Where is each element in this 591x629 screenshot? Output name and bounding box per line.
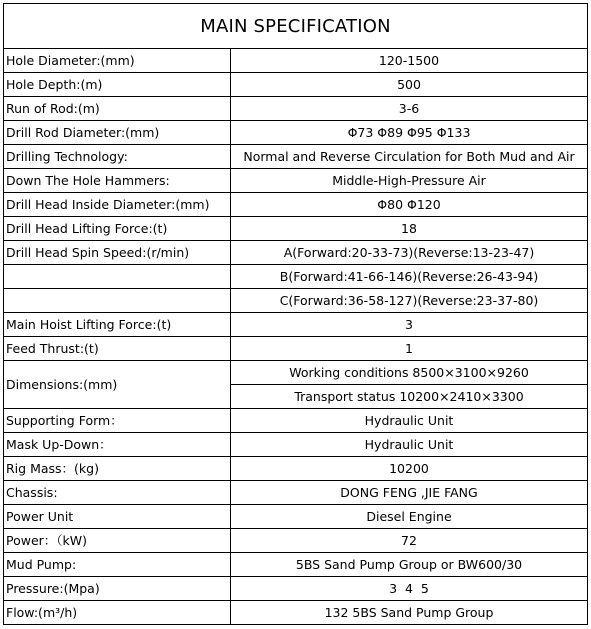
spec-label: Mask Up-Down： bbox=[4, 433, 231, 457]
spec-label: Main Hoist Lifting Force:(t) bbox=[4, 313, 231, 337]
spec-value: 18 bbox=[231, 217, 588, 241]
spec-label bbox=[4, 289, 231, 313]
table-row bbox=[4, 289, 588, 313]
spec-label: Hole Depth:(m) bbox=[4, 73, 231, 97]
table-row bbox=[4, 601, 588, 625]
table-row bbox=[4, 193, 588, 217]
table-row bbox=[4, 337, 588, 361]
spec-label: Power Unit bbox=[4, 505, 231, 529]
spec-value: Diesel Engine bbox=[231, 505, 588, 529]
spec-value: 5BS Sand Pump Group or BW600/30 bbox=[231, 553, 588, 577]
spec-value: C(Forward:36-58-127)(Reverse:23-37-80) bbox=[231, 289, 588, 313]
spec-label bbox=[4, 265, 231, 289]
spec-value: Normal and Reverse Circulation for Both Mud and Air bbox=[231, 145, 588, 169]
spec-value: 120-1500 bbox=[231, 49, 588, 73]
dimensions-row bbox=[4, 361, 588, 385]
table-row bbox=[4, 529, 588, 553]
table-row bbox=[4, 433, 588, 457]
dimensions-label: Dimensions:(mm) bbox=[4, 361, 231, 409]
spec-label: Mud Pump: bbox=[4, 553, 231, 577]
spec-value: 10200 bbox=[231, 457, 588, 481]
table-row bbox=[4, 481, 588, 505]
spec-value: 3 bbox=[231, 313, 588, 337]
spec-value: 3-6 bbox=[231, 97, 588, 121]
dimensions-working: Working conditions 8500×3100×9260 bbox=[231, 361, 588, 385]
spec-label: Power：（kW) bbox=[4, 529, 231, 553]
spec-label: Supporting Form： bbox=[4, 409, 231, 433]
table-row bbox=[4, 241, 588, 265]
spec-value: 1 bbox=[231, 337, 588, 361]
spec-label: Drill Head Lifting Force:(t) bbox=[4, 217, 231, 241]
table-row bbox=[4, 409, 588, 433]
table-row bbox=[4, 169, 588, 193]
spec-value: 3 4 5 bbox=[231, 577, 588, 601]
spec-label: Drill Head Inside Diameter:(mm) bbox=[4, 193, 231, 217]
spec-label: Drill Head Spin Speed:(r/min) bbox=[4, 241, 231, 265]
spec-label: Run of Rod:(m) bbox=[4, 97, 231, 121]
spec-value: Φ73 Φ89 Φ95 Φ133 bbox=[231, 121, 588, 145]
table-row bbox=[4, 313, 588, 337]
title-row bbox=[4, 4, 588, 49]
spec-label: Flow:(m³/h) bbox=[4, 601, 231, 625]
spec-label: Down The Hole Hammers: bbox=[4, 169, 231, 193]
spec-label: Drilling Technology: bbox=[4, 145, 231, 169]
spec-value: 500 bbox=[231, 73, 588, 97]
table-row bbox=[4, 553, 588, 577]
spec-value: 72 bbox=[231, 529, 588, 553]
table-row bbox=[4, 217, 588, 241]
spec-value: DONG FENG ,JIE FANG bbox=[231, 481, 588, 505]
spec-value: Φ80 Φ120 bbox=[231, 193, 588, 217]
table-row bbox=[4, 73, 588, 97]
spec-value: Hydraulic Unit bbox=[231, 433, 588, 457]
spec-label: Rig Mass：(kg) bbox=[4, 457, 231, 481]
table-row bbox=[4, 97, 588, 121]
spec-value: B(Forward:41-66-146)(Reverse:26-43-94) bbox=[231, 265, 588, 289]
spec-label: Chassis: bbox=[4, 481, 231, 505]
table-row bbox=[4, 145, 588, 169]
dimensions-transport: Transport status 10200×2410×3300 bbox=[231, 385, 588, 409]
table-row bbox=[4, 49, 588, 73]
spec-table bbox=[3, 3, 588, 625]
spec-label: Pressure:(Mpa) bbox=[4, 577, 231, 601]
table-row bbox=[4, 265, 588, 289]
spec-value: Middle-High-Pressure Air bbox=[231, 169, 588, 193]
table-row bbox=[4, 577, 588, 601]
table-row bbox=[4, 121, 588, 145]
spec-sheet bbox=[3, 3, 588, 625]
spec-label: Drill Rod Diameter:(mm) bbox=[4, 121, 231, 145]
spec-value: 132 5BS Sand Pump Group bbox=[231, 601, 588, 625]
spec-value: Hydraulic Unit bbox=[231, 409, 588, 433]
table-title: MAIN SPECIFICATION bbox=[4, 4, 588, 49]
table-row bbox=[4, 505, 588, 529]
spec-label: Feed Thrust:(t) bbox=[4, 337, 231, 361]
spec-value: A(Forward:20-33-73)(Reverse:13-23-47) bbox=[231, 241, 588, 265]
spec-label: Hole Diameter:(mm) bbox=[4, 49, 231, 73]
table-row bbox=[4, 457, 588, 481]
